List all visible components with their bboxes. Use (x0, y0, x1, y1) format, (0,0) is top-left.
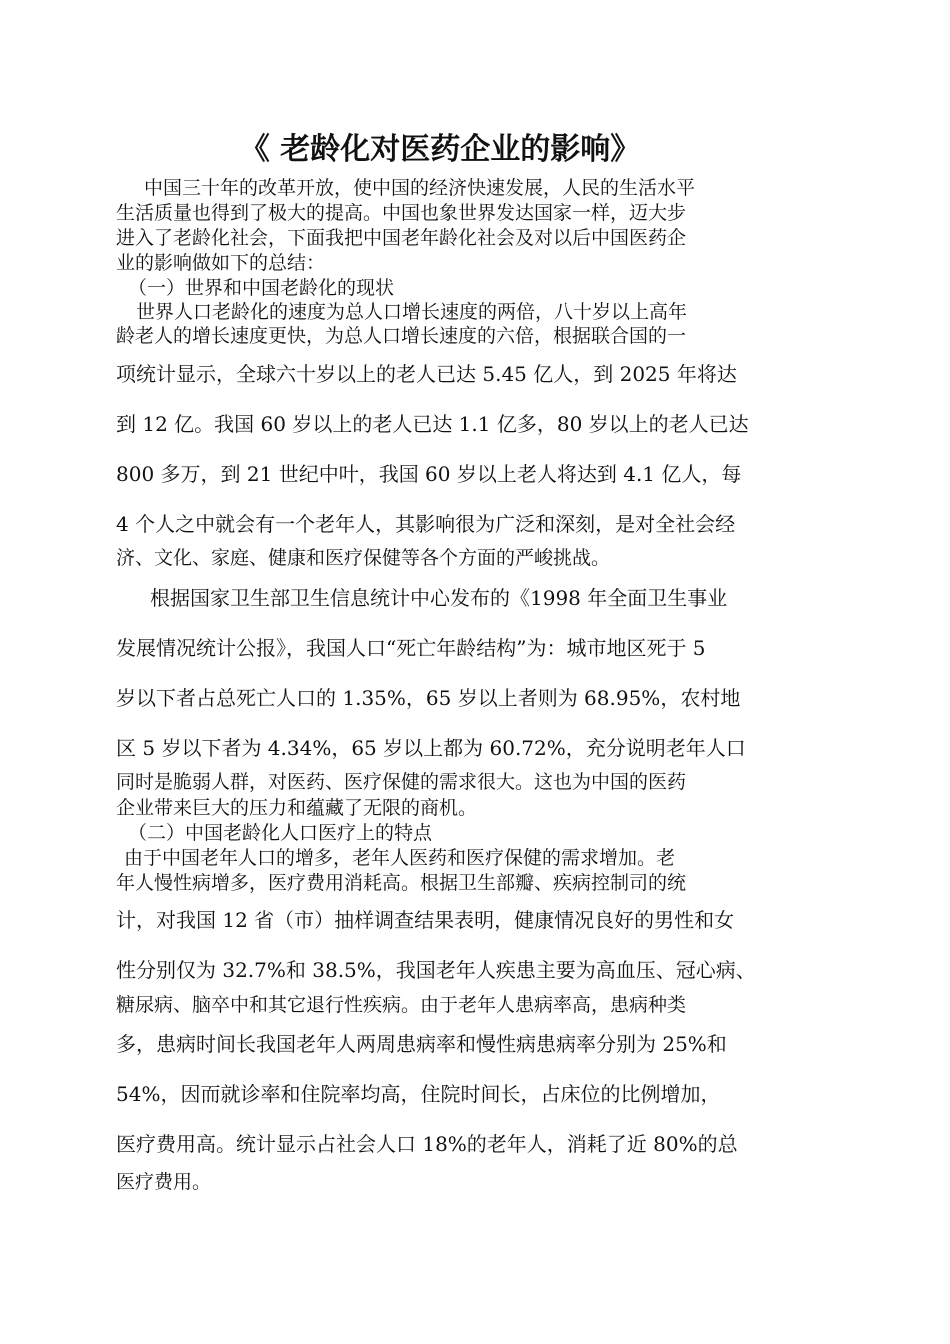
text-line: 到 12 亿。我国 60 岁以上的老人已达 1.1 亿多，80 岁以上的老人已达 (116, 412, 749, 436)
section-heading: （二）中国老龄化人口医疗上的特点 (128, 822, 433, 844)
text-line: 龄老人的增长速度更快，为总人口增长速度的六倍，根据联合国的一 (116, 325, 687, 347)
section-heading: （一）世界和中国老龄化的现状 (128, 277, 395, 299)
text-line: 企业带来巨大的压力和蕴藏了无限的商机。 (116, 797, 478, 819)
text-line: 发展情况统计公报》，我国人口“死亡年龄结构”为：城市地区死于 5 (116, 636, 706, 660)
text-line: 性分别仅为 32.7%和 38.5%，我国老年人疾患主要为高血压、冠心病、 (116, 958, 756, 982)
document-title: 《 老龄化对医药企业的影响》 (239, 132, 641, 167)
text-line: 54%，因而就诊率和住院率均高，住院时间长，占床位的比例增加， (116, 1082, 721, 1106)
text-line: 4 个人之中就会有一个老年人，其影响很为广泛和深刻，是对全社会经 (116, 512, 736, 536)
text-line: 同时是脆弱人群，对医药、医疗保健的需求很大。这也为中国的医药 (116, 771, 687, 793)
text-line: 世界人口老龄化的速度为总人口增长速度的两倍，八十岁以上高年 (136, 301, 688, 323)
text-line: 岁以下者占总死亡人口的 1.35%，65 岁以上者则为 68.95%，农村地 (116, 686, 741, 710)
text-line: 计，对我国 12 省（市）抽样调查结果表明，健康情况良好的男性和女 (116, 908, 735, 932)
text-line: 多，患病时间长我国老年人两周患病率和慢性病患病率分别为 25%和 (116, 1032, 727, 1056)
text-line: 800 多万，到 21 世纪中叶，我国 60 岁以上老人将达到 4.1 亿人，每 (116, 462, 742, 486)
text-line: 济、文化、家庭、健康和医疗保健等各个方面的严峻挑战。 (116, 547, 611, 569)
text-line: 项统计显示，全球六十岁以上的老人已达 5.45 亿人，到 2025 年将达 (116, 362, 737, 386)
text-line: 糖尿病、脑卒中和其它退行性疾病。由于老年人患病率高，患病种类 (116, 994, 687, 1016)
text-line: 生活质量也得到了极大的提高。中国也象世界发达国家一样，迈大步 (116, 202, 687, 224)
text-line: 医疗费用高。统计显示占社会人口 18%的老年人，消耗了近 80%的总 (116, 1132, 738, 1156)
text-line: 中国三十年的改革开放，使中国的经济快速发展，人民的生活水平 (144, 177, 696, 199)
text-line: 业的影响做如下的总结： (116, 252, 326, 274)
text-line: 根据国家卫生部卫生信息统计中心发布的《1998 年全面卫生事业 (150, 586, 728, 610)
text-line: 进入了老龄化社会，下面我把中国老年龄化社会及对以后中国医药企 (116, 227, 687, 249)
text-line: 区 5 岁以下者为 4.34%，65 岁以上都为 60.72%，充分说明老年人口 (116, 736, 746, 760)
text-line: 年人慢性病增多，医疗费用消耗高。根据卫生部瓣、疾病控制司的统 (116, 872, 687, 894)
text-line: 医疗费用。 (116, 1171, 212, 1193)
text-line: 由于中国老年人口的增多，老年人医药和医疗保健的需求增加。老 (124, 847, 676, 869)
